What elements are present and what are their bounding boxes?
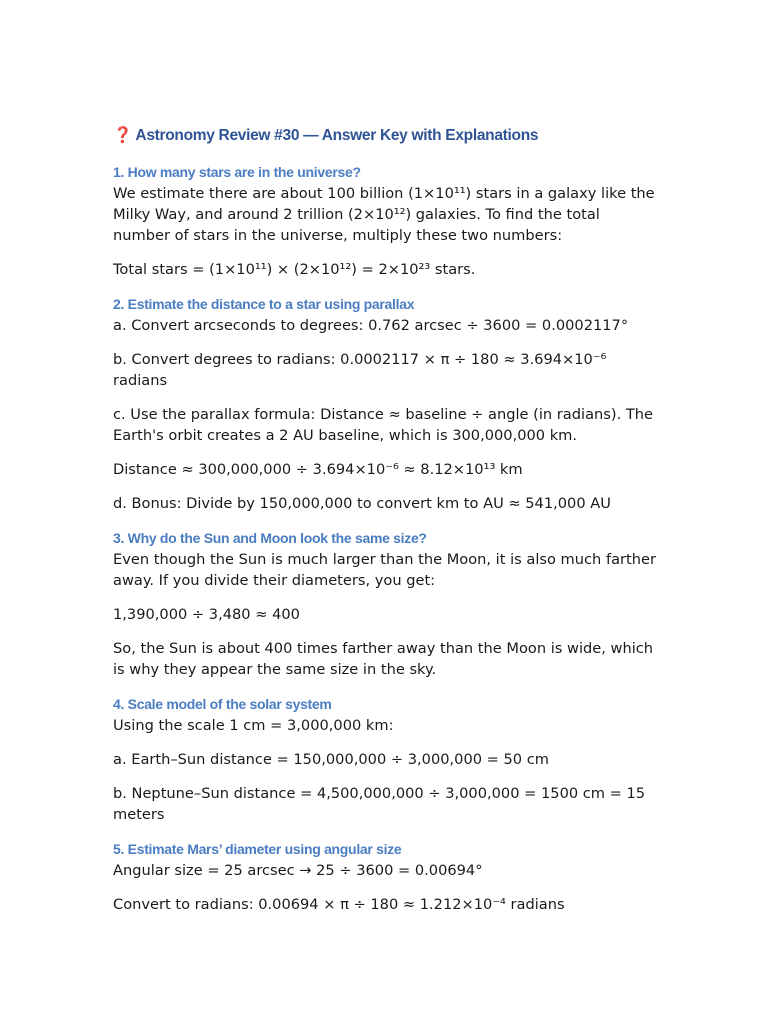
- paragraph: a. Earth–Sun distance = 150,000,000 ÷ 3,000,000 = 50 cm: [113, 751, 549, 768]
- paragraph: Convert to radians: 0.00694 × π ÷ 180 ≈ 1.212×10⁻⁴ radians: [113, 896, 565, 913]
- paragraph: d. Bonus: Divide by 150,000,000 to convert km to AU ≈ 541,000 AU: [113, 495, 611, 512]
- paragraph: a. Convert arcseconds to degrees: 0.762 arcsec ÷ 3600 = 0.0002117°: [113, 317, 629, 334]
- document-title: ❓ Astronomy Review #30 — Answer Key with Explanations: [113, 127, 539, 144]
- paragraph: Even though the Sun is much larger than the Moon, it is also much farther away. If you divide their diameters, you get:: [113, 551, 656, 589]
- paragraph: Distance ≈ 300,000,000 ÷ 3.694×10⁻⁶ ≈ 8.12×10¹³ km: [113, 461, 523, 478]
- paragraph: Total stars = (1×10¹¹) × (2×10¹²) = 2×10²³ stars.: [113, 261, 476, 278]
- document-page: [113, 124, 658, 928]
- paragraph: b. Neptune–Sun distance = 4,500,000,000 ÷ 3,000,000 = 1500 cm = 15 meters: [113, 785, 646, 823]
- paragraph: c. Use the parallax formula: Distance ≈ baseline ÷ angle (in radians). The Earth's orbit creates a 2 AU baseline, which is 300,000,000 km.: [113, 406, 653, 444]
- paragraph: So, the Sun is about 400 times farther away than the Moon is wide, which is why they appear the same size in the sky.: [113, 640, 654, 678]
- paragraph: We estimate there are about 100 billion (1×10¹¹) stars in a galaxy like the Milky Way, and around 2 trillion (2×10¹²) galaxies. To find the total number of stars in the universe, multiply these two numbers:: [113, 185, 655, 244]
- section-heading-2: 2. Estimate the distance to a star using parallax: [113, 296, 415, 312]
- section-heading-1: 1. How many stars are in the universe?: [113, 164, 361, 180]
- section-heading-4: 4. Scale model of the solar system: [113, 696, 332, 712]
- section-heading-3: 3. Why do the Sun and Moon look the same size?: [113, 530, 427, 546]
- paragraph: 1,390,000 ÷ 3,480 ≈ 400: [113, 606, 300, 623]
- paragraph: Using the scale 1 cm = 3,000,000 km:: [113, 717, 394, 734]
- paragraph: Angular size = 25 arcsec → 25 ÷ 3600 = 0.00694°: [113, 862, 483, 879]
- section-heading-5: 5. Estimate Mars’ diameter using angular size: [113, 841, 402, 857]
- paragraph: b. Convert degrees to radians: 0.0002117 × π ÷ 180 ≈ 3.694×10⁻⁶ radians: [113, 351, 607, 389]
